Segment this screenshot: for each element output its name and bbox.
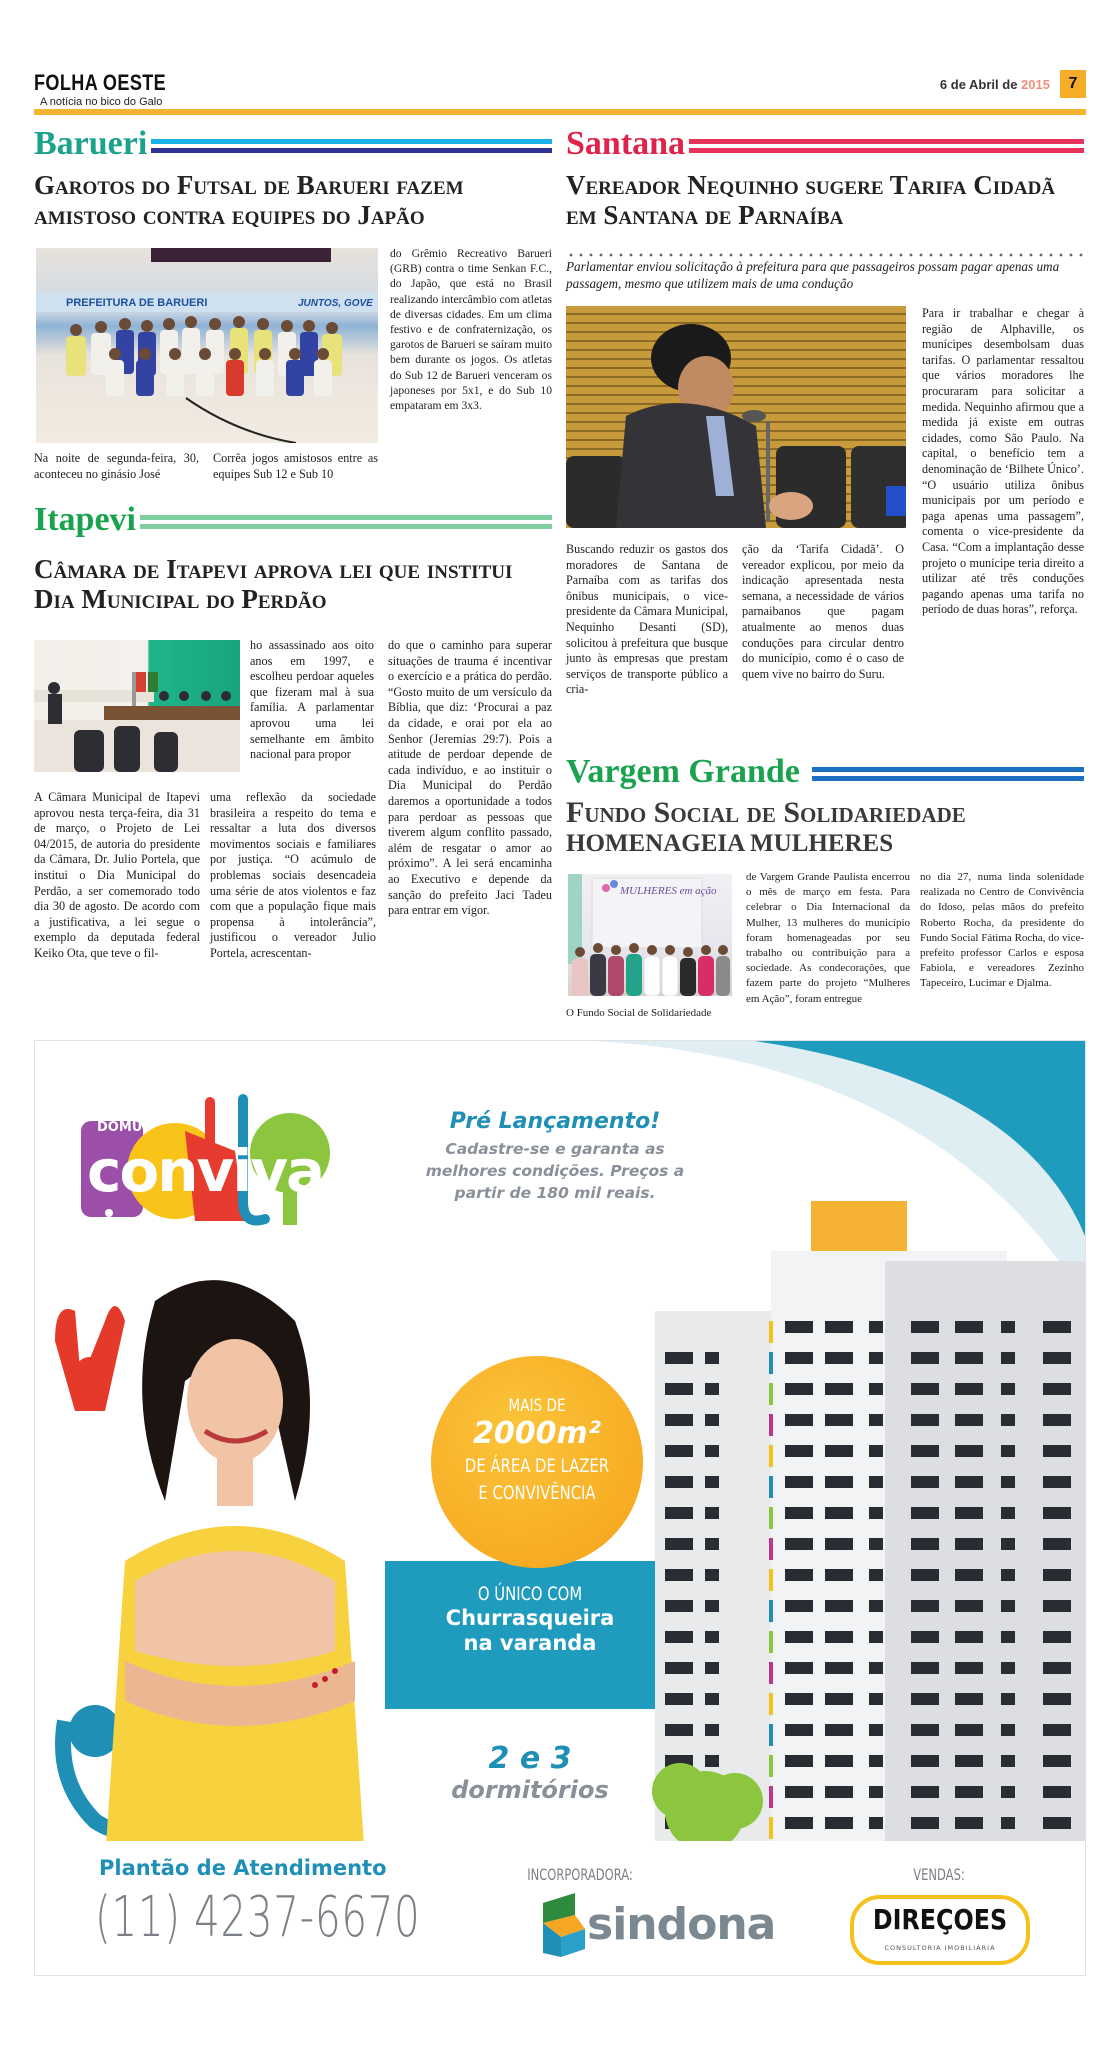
building-window bbox=[869, 1631, 883, 1643]
building-window bbox=[955, 1383, 983, 1395]
prelaunch-line: Cadastre-se e garanta as bbox=[445, 1140, 665, 1158]
section-title: Itapevi bbox=[34, 501, 136, 538]
building-window bbox=[705, 1507, 719, 1519]
building-window bbox=[705, 1414, 719, 1426]
article-column: do que o caminho para superar situações de trauma é incentivar o exercício e a prática do perdão. “Gosto muito de um versículo da Bíblia, que diz: ‘Procurai a paz da cidade, e orai por ela ao Senhor (Jeremias 29:7). Pois a atitude de perdoar depende de cada indivíduo, e ao instituir o Dia Municipal do Perdão daremos a oportunidade a todos para perdoar as pessoas que tiverem algum conflito passado, além de resgatar o amor ao próximo”. A lei será encaminha ao Executivo e depende da sanção do prefeito Jaci Tadeu para entrar em vigor. bbox=[388, 638, 552, 918]
building-window bbox=[911, 1383, 939, 1395]
building-window bbox=[955, 1476, 983, 1488]
building-window bbox=[785, 1600, 813, 1612]
building-window bbox=[785, 1445, 813, 1457]
developer-name: sindona bbox=[587, 1899, 776, 1950]
building-window bbox=[1001, 1724, 1015, 1736]
article-column: no dia 27, numa linda solenidade realizada no Centro de Convivência do Idoso, pelas mãos do prefeito Roberto Rocha, da presidente do Fundo Social Fátima Rocha, do vice-prefeito professor Carlos e esposa Fabiola, e vereadores Zezinho Tapeceiro, Lucimar e Djalma. bbox=[920, 871, 1084, 990]
section-header-vargem-grande bbox=[566, 752, 1084, 792]
building-accent-stripe bbox=[769, 1507, 773, 1529]
developer-label: INCORPORADORA: bbox=[527, 1865, 633, 1884]
building-window bbox=[1043, 1569, 1071, 1581]
building-window bbox=[1043, 1352, 1071, 1364]
building-window bbox=[825, 1600, 853, 1612]
direcoes-logo bbox=[850, 1895, 1030, 1965]
advertisement-domus-conviva bbox=[34, 1040, 1086, 1976]
building-window bbox=[665, 1538, 693, 1550]
section-title: Santana bbox=[566, 125, 686, 162]
barbecue-feature bbox=[415, 1583, 645, 1655]
building-window bbox=[785, 1352, 813, 1364]
building-accent-stripe bbox=[769, 1631, 773, 1653]
building-window bbox=[1001, 1476, 1015, 1488]
prelaunch-line: melhores condições. Preços a bbox=[425, 1162, 685, 1180]
newspaper-title: FOLHA OESTE bbox=[34, 70, 167, 95]
building-window bbox=[911, 1476, 939, 1488]
headline-line: HOMENAGEIA MULHERES bbox=[566, 829, 894, 857]
building-window bbox=[869, 1352, 883, 1364]
building-rendering bbox=[645, 1201, 1086, 1851]
building-window bbox=[1001, 1755, 1015, 1767]
badge-line: MAIS DE bbox=[508, 1396, 566, 1416]
building-window bbox=[705, 1600, 719, 1612]
photo-banner-text: MULHERES em ação bbox=[620, 885, 717, 897]
building-window bbox=[955, 1321, 983, 1333]
leisure-area-badge bbox=[431, 1356, 643, 1568]
sales-name: DIREÇOES bbox=[872, 1903, 1008, 1936]
prelaunch-title: Pré Lançamento! bbox=[449, 1109, 661, 1134]
building-window bbox=[825, 1321, 853, 1333]
building-window bbox=[1043, 1817, 1071, 1829]
building-window bbox=[785, 1755, 813, 1767]
building-window bbox=[955, 1631, 983, 1643]
photo-banner-text: PREFEITURA DE BARUERI bbox=[66, 297, 208, 309]
building-window bbox=[825, 1383, 853, 1395]
building-window bbox=[1043, 1383, 1071, 1395]
building-accent-stripe bbox=[769, 1445, 773, 1467]
building-window bbox=[955, 1569, 983, 1581]
building-window bbox=[665, 1662, 693, 1674]
ad-model-photo bbox=[35, 1261, 435, 1861]
photo-councilman-nequinho bbox=[566, 306, 906, 528]
sales-label: VENDAS: bbox=[913, 1865, 965, 1884]
building-window bbox=[825, 1817, 853, 1829]
section-title: Barueri bbox=[34, 125, 148, 162]
building-window bbox=[825, 1414, 853, 1426]
building-window bbox=[869, 1817, 883, 1829]
building-window bbox=[665, 1631, 693, 1643]
building-accent-stripe bbox=[769, 1817, 773, 1839]
building-window bbox=[869, 1693, 883, 1705]
building-window bbox=[665, 1507, 693, 1519]
building-window bbox=[705, 1383, 719, 1395]
building-window bbox=[825, 1445, 853, 1457]
building-window bbox=[869, 1538, 883, 1550]
building-accent-stripe bbox=[769, 1321, 773, 1343]
contact-phone: (11) 4237-6670 bbox=[95, 1885, 421, 1950]
feature-line: na varanda bbox=[463, 1631, 597, 1655]
building-window bbox=[665, 1724, 693, 1736]
building-window bbox=[705, 1538, 719, 1550]
bedrooms-info bbox=[425, 1741, 635, 1804]
article-column: A Câmara Municipal de Itapevi aprovou nesta terça-feira, dia 31 de março, o Projeto de Lei 04/2015, de autoria do presidente da Câmara, Dr. Julio Portela, que institui o Dia Municipal do Perdão, a ser comemorado todo dia 30 de agosto. De acordo com a justificativa, a lei segue o exemplo da deputada federal Keiko Ota, que teve o fil- bbox=[34, 790, 200, 960]
building-window bbox=[665, 1352, 693, 1364]
building-accent-stripe bbox=[769, 1662, 773, 1684]
building-window bbox=[1043, 1507, 1071, 1519]
building-accent-stripe bbox=[769, 1724, 773, 1746]
dotted-divider bbox=[566, 253, 1084, 257]
building-window bbox=[911, 1786, 939, 1798]
building-window bbox=[955, 1600, 983, 1612]
building-window bbox=[705, 1693, 719, 1705]
article-column: uma reflexão da sociedade brasileira a respeito do tema e ressaltar a luta dos diversos movimentos sociais e familiares por justiça. “O acúmulo de problemas sociais desencadeia uma série de atos violentos e faz com que a população fique mais propensa à intolerância”, justificou o vereador Julio Portela, acrescentan- bbox=[210, 790, 376, 960]
building-window bbox=[1001, 1693, 1015, 1705]
section-title: Vargem Grande bbox=[566, 753, 800, 790]
contact-label: Plantão de Atendimento bbox=[99, 1856, 387, 1880]
building-window bbox=[1043, 1724, 1071, 1736]
photo-banner-text-right: JUNTOS, GOVE bbox=[298, 298, 373, 309]
photo-futsal-team bbox=[36, 248, 378, 443]
issue-date bbox=[940, 77, 1050, 92]
building-window bbox=[1001, 1445, 1015, 1457]
article-column: O Fundo Social de Solidariedade bbox=[566, 1007, 712, 1019]
feature-line: O ÚNICO COM bbox=[477, 1583, 583, 1605]
building-window bbox=[825, 1786, 853, 1798]
building-window bbox=[785, 1786, 813, 1798]
building-window bbox=[1001, 1383, 1015, 1395]
article-column: ho assassinado aos oito anos em 1997, e escolheu perdoar aqueles que fizeram mal à sua família. A parlamentar aprovou uma lei semelhante em âmbito nacional para propor bbox=[250, 638, 374, 762]
conviva-logo bbox=[75, 1091, 355, 1231]
building-accent-stripe bbox=[769, 1352, 773, 1374]
article-column: ção da ‘Tarifa Cidadã’. O vereador explicou, por meio da indicação apresentada nesta semana, a necessidade de vários parnaibanos que pagam atualmente ao menos duas conduções para circular dentro do município, como é o caso de quem vive no bairro do Suru. bbox=[742, 542, 904, 681]
building-window bbox=[955, 1414, 983, 1426]
article-column: Buscando reduzir os gastos dos moradores de Santana de Parnaíba com as tarifas dos ônibus municipais, o vice-presidente da Câmara Municipal, Nequinho Desanti (SD), solicitou à prefeitura que busque junto às empresas que prestam serviços de transporte público a cria- bbox=[566, 542, 728, 697]
feature-line: Churrasqueira bbox=[445, 1606, 615, 1630]
building-window bbox=[955, 1693, 983, 1705]
article-headline: Garotos do Futsal de Barueri fazem amistoso contra equipes do Japão bbox=[34, 170, 464, 231]
issue-date-text: 6 de Abril de bbox=[939, 77, 1018, 92]
building-window bbox=[1043, 1693, 1071, 1705]
building-window bbox=[665, 1600, 693, 1612]
section-header-santana bbox=[566, 124, 1084, 164]
building-window bbox=[911, 1538, 939, 1550]
building-window bbox=[1001, 1569, 1015, 1581]
building-window bbox=[705, 1631, 719, 1643]
building-window bbox=[785, 1507, 813, 1519]
building-window bbox=[955, 1662, 983, 1674]
building-window bbox=[1043, 1786, 1071, 1798]
masthead-divider bbox=[34, 109, 1086, 115]
building-window bbox=[869, 1724, 883, 1736]
article-column: Corrêa jogos amistosos entre as equipes Sub 12 e Sub 10 bbox=[213, 451, 378, 481]
section-rule bbox=[151, 139, 552, 153]
building-window bbox=[785, 1414, 813, 1426]
building-window bbox=[955, 1538, 983, 1550]
building-window bbox=[1043, 1631, 1071, 1643]
building-window bbox=[665, 1476, 693, 1488]
building-window bbox=[705, 1352, 719, 1364]
building-window bbox=[911, 1414, 939, 1426]
article-column: Na noite de segunda-feira, 30, aconteceu no ginásio José bbox=[34, 451, 199, 481]
building-window bbox=[785, 1321, 813, 1333]
building-window bbox=[911, 1507, 939, 1519]
building-window bbox=[869, 1383, 883, 1395]
building-window bbox=[705, 1569, 719, 1581]
article-column: de Vargem Grande Paulista encerrou o mês de março em festa. Para celebrar o Dia Internacional da Mulher, 13 mulheres do município foram homenageadas por seu trabalho ou contribuição para a sociedade. As condecorações, que fazem parte do projeto “Mulheres em Ação”, foram entregue bbox=[746, 871, 910, 1005]
prelaunch-line: partir de 180 mil reais. bbox=[454, 1184, 656, 1202]
building-accent-stripe bbox=[769, 1600, 773, 1622]
building-window bbox=[665, 1383, 693, 1395]
building-window bbox=[911, 1600, 939, 1612]
building-window bbox=[1043, 1662, 1071, 1674]
building-window bbox=[785, 1724, 813, 1736]
building-window bbox=[955, 1352, 983, 1364]
building-window bbox=[911, 1321, 939, 1333]
building-window bbox=[785, 1631, 813, 1643]
building-window bbox=[911, 1662, 939, 1674]
building-window bbox=[825, 1662, 853, 1674]
building-window bbox=[825, 1507, 853, 1519]
building-window bbox=[869, 1321, 883, 1333]
building-accent-stripe bbox=[769, 1569, 773, 1591]
article-deck: Parlamentar enviou solicitação à prefeitura para que passageiros possam pagar apenas uma passagem, mesmo que utilizem mais de uma condução bbox=[566, 259, 1060, 291]
building-accent-stripe bbox=[769, 1538, 773, 1560]
photo-council-session bbox=[34, 640, 240, 772]
building-window bbox=[955, 1445, 983, 1457]
building-window bbox=[705, 1724, 719, 1736]
prelaunch-block bbox=[405, 1109, 705, 1204]
building-window bbox=[869, 1507, 883, 1519]
building-window bbox=[825, 1352, 853, 1364]
building-window bbox=[955, 1817, 983, 1829]
building-window bbox=[1001, 1538, 1015, 1550]
building-window bbox=[1001, 1321, 1015, 1333]
building-window bbox=[911, 1755, 939, 1767]
building-window bbox=[1001, 1414, 1015, 1426]
building-window bbox=[665, 1693, 693, 1705]
building-window bbox=[955, 1786, 983, 1798]
building-window bbox=[911, 1693, 939, 1705]
building-window bbox=[869, 1786, 883, 1798]
article-headline bbox=[566, 796, 1084, 858]
building-window bbox=[825, 1755, 853, 1767]
building-window bbox=[785, 1817, 813, 1829]
article-column: Para ir trabalhar e chegar à região de Alphaville, os munícipes desembolsam duas tarifas. O parlamentar ressaltou que vários moradores lhe procuraram para solicitar a medida. Nequinho afirmou que a medida já existe em outras cidades, como São Paulo. Na capital, o benefício tem a denominação de ‘Bilhete Único’. “O usuário utiliza ônibus municipais por um período e paga apenas uma passagem”, comenta o vice-presidente da Casa. “Com a implantação desse projeto o munícipe teria direito a utilizar até três conduções pagando apenas uma tarifa no período de duas horas”, reforça. bbox=[922, 306, 1084, 617]
building-window bbox=[825, 1724, 853, 1736]
bedrooms-label: dormitórios bbox=[451, 1776, 609, 1804]
building-window bbox=[1043, 1476, 1071, 1488]
building-window bbox=[911, 1724, 939, 1736]
building-window bbox=[911, 1352, 939, 1364]
building-window bbox=[825, 1631, 853, 1643]
building-window bbox=[1043, 1755, 1071, 1767]
building-window bbox=[1001, 1352, 1015, 1364]
building-window bbox=[1001, 1786, 1015, 1798]
building-window bbox=[665, 1445, 693, 1457]
building-window bbox=[705, 1755, 719, 1767]
building-accent-stripe bbox=[769, 1383, 773, 1405]
building-window bbox=[825, 1569, 853, 1581]
building-window bbox=[665, 1569, 693, 1581]
building-window bbox=[785, 1662, 813, 1674]
building-window bbox=[1001, 1507, 1015, 1519]
badge-area-value: 2000m² bbox=[473, 1416, 601, 1451]
building-window bbox=[1001, 1662, 1015, 1674]
ad-footer bbox=[35, 1841, 1086, 1976]
page-number: 7 bbox=[1060, 70, 1086, 98]
building-window bbox=[785, 1383, 813, 1395]
building-window bbox=[665, 1414, 693, 1426]
building-window bbox=[1043, 1445, 1071, 1457]
article-column: do Grêmio Recreativo Barueri (GRB) contra o time Senkan F.C., do Japão, que está no Brasil realizando intercâmbio com atletas de diversas cidades. Em um clima festivo e de confraternização, os garotos de Barueri se saíram muito bem durante os jogos. Os atletas do Sub 12 de Barueri venceram os japoneses por 5x1, e do Sub 10 empataram em 3x3. bbox=[390, 247, 552, 413]
building-window bbox=[705, 1476, 719, 1488]
building-window bbox=[869, 1755, 883, 1767]
article-headline: Câmara de Itapevi aprova lei que institui Dia Municipal do Perdão bbox=[34, 554, 513, 615]
building-window bbox=[955, 1755, 983, 1767]
building-window bbox=[785, 1693, 813, 1705]
building-window bbox=[1043, 1538, 1071, 1550]
section-rule bbox=[140, 515, 552, 529]
issue-year: 2015 bbox=[1021, 77, 1050, 92]
building-window bbox=[869, 1569, 883, 1581]
headline-line: Fundo Social de Solidariedade bbox=[566, 796, 966, 829]
building-window bbox=[911, 1445, 939, 1457]
building-window bbox=[705, 1662, 719, 1674]
logo-big-text: conviva bbox=[87, 1137, 324, 1205]
photo-women-honored bbox=[568, 874, 732, 996]
logo-small-text: DOMUS bbox=[97, 1120, 152, 1135]
building-window bbox=[911, 1569, 939, 1581]
building-window bbox=[869, 1662, 883, 1674]
building-window bbox=[869, 1476, 883, 1488]
building-window bbox=[1001, 1600, 1015, 1612]
building-accent-stripe bbox=[769, 1476, 773, 1498]
building-window bbox=[785, 1569, 813, 1581]
building-window bbox=[1001, 1817, 1015, 1829]
masthead bbox=[34, 68, 1086, 112]
building-window bbox=[955, 1724, 983, 1736]
building-window bbox=[1043, 1414, 1071, 1426]
building-accent-stripe bbox=[769, 1693, 773, 1715]
building-window bbox=[911, 1817, 939, 1829]
badge-line: E CONVIVÊNCIA bbox=[478, 1482, 596, 1504]
building-window bbox=[1043, 1321, 1071, 1333]
badge-line: DE ÁREA DE LAZER bbox=[464, 1455, 610, 1477]
building-window bbox=[705, 1445, 719, 1457]
section-rule bbox=[812, 767, 1084, 781]
building-window bbox=[1043, 1600, 1071, 1612]
building-window bbox=[825, 1476, 853, 1488]
building-window bbox=[825, 1538, 853, 1550]
section-header-itapevi bbox=[34, 500, 552, 540]
building-window bbox=[869, 1445, 883, 1457]
newspaper-tagline: A notícia no bico do Galo bbox=[40, 96, 163, 108]
building-window bbox=[869, 1600, 883, 1612]
building-accent-stripe bbox=[769, 1786, 773, 1808]
building-window bbox=[911, 1631, 939, 1643]
building-window bbox=[785, 1476, 813, 1488]
building-window bbox=[1001, 1631, 1015, 1643]
bedrooms-count: 2 e 3 bbox=[488, 1741, 572, 1776]
building-accent-stripe bbox=[769, 1755, 773, 1777]
section-header-barueri bbox=[34, 124, 552, 164]
building-window bbox=[869, 1414, 883, 1426]
article-headline: Vereador Nequinho sugere Tarifa Cidadã em Santana de Parnaíba bbox=[566, 170, 1056, 231]
building-window bbox=[955, 1507, 983, 1519]
sales-subtitle: CONSULTORIA IMOBILIÁRIA bbox=[884, 1944, 996, 1952]
section-rule bbox=[689, 139, 1084, 153]
building-window bbox=[785, 1538, 813, 1550]
building-window bbox=[825, 1693, 853, 1705]
building-accent-stripe bbox=[769, 1414, 773, 1436]
